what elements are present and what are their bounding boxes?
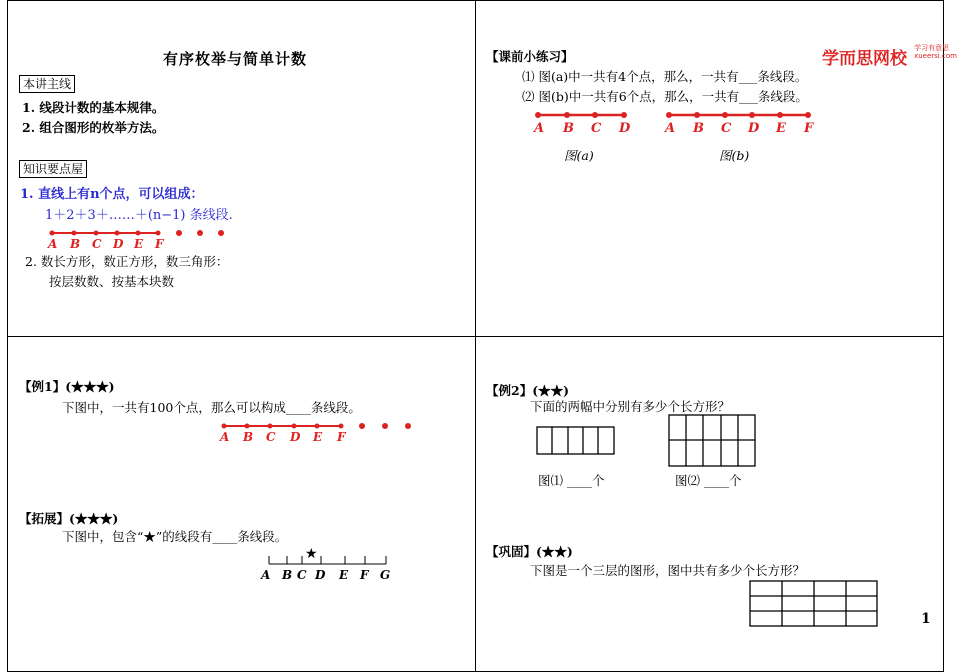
question-1: ⑴ 图(a)中一共有4个点，那么，一共有___条线段。 [522, 69, 808, 84]
ex1-label-b: B [243, 430, 254, 444]
point-label-b: B [70, 237, 81, 251]
fig-b-label-a: A [665, 121, 676, 136]
point-label-c: C [92, 237, 102, 251]
star-marker-icon: ★ [305, 546, 318, 562]
ext-label-d: D [315, 568, 326, 582]
fig-a-label-d: D [619, 121, 631, 136]
ext-label-b: B [282, 568, 293, 582]
figure1-caption: 图⑴ ____个 [538, 473, 605, 488]
ext-label-e: E [339, 568, 349, 582]
ex1-label-e: E [313, 430, 323, 444]
ext-label-a: A [261, 568, 271, 582]
review-heading: 【巩固】(★★) [486, 544, 573, 559]
figure2-caption: 图⑵ ____个 [675, 473, 742, 488]
fig-b-label-c: C [721, 121, 732, 136]
lecture-title: 有序枚举与简单计数 [163, 50, 308, 68]
point-label-a: A [48, 237, 58, 251]
knowledge-heading: 知识要点屋 [19, 160, 87, 178]
fig-b-label-d: D [748, 121, 760, 136]
ext-label-f: F [360, 568, 369, 582]
question-2: ⑵ 图(b)中一共有6个点，那么，一共有___条线段。 [522, 89, 808, 104]
extension-heading: 【拓展】(★★★) [19, 511, 119, 526]
point-label-d: D [113, 237, 124, 251]
ex1-label-c: C [266, 430, 276, 444]
caption-figure-a: 图(a) [564, 148, 594, 163]
fig-b-label-f: F [804, 121, 814, 136]
point-label-f: F [155, 237, 164, 251]
page-number: 1 [921, 611, 931, 627]
mainline-item-1: 1. 线段计数的基本规律。 [22, 100, 165, 115]
point-label-e: E [134, 237, 144, 251]
mainline-item-2: 2. 组合图形的枚举方法。 [22, 120, 165, 135]
ext-label-g: G [380, 568, 391, 582]
review-text: 下图是一个三层的图形，图中共有多少个长方形？ [530, 563, 806, 578]
ex1-label-d: D [290, 430, 301, 444]
example1-heading: 【例1】(★★★) [19, 379, 115, 394]
logo-domain: xueersi.com [914, 52, 957, 60]
example1-text: 下图中，一共有100个点，那么可以构成____条线段。 [62, 400, 361, 415]
three-layer-grid [0, 0, 1, 1]
mainline-heading: 本讲主线 [19, 75, 75, 93]
caption-figure-b: 图(b) [719, 148, 750, 163]
logo-slogan: 学习有意思 [914, 44, 950, 52]
fig-a-label-c: C [591, 121, 602, 136]
example2-heading: 【例2】(★★) [486, 383, 570, 398]
pre-exercise-heading: 【课前小练习】 [486, 49, 574, 64]
ex1-label-f: F [337, 430, 346, 444]
extension-text: 下图中，包含“★”的线段有____条线段。 [62, 529, 288, 544]
point2-line2: 按层数数、按基本块数 [49, 274, 175, 289]
xueersi-logo [822, 44, 957, 69]
ex1-label-a: A [220, 430, 230, 444]
point2-line1: 2. 数长方形，数正方形，数三角形： [25, 254, 229, 269]
logo-main-text: 学而思网校 [822, 49, 907, 69]
fig-b-label-b: B [693, 121, 704, 136]
fig-a-label-a: A [534, 121, 545, 136]
example2-text: 下面的两幅中分别有多少个长方形？ [530, 399, 731, 414]
point1-title: 1. 直线上有n个点，可以组成： [20, 187, 204, 202]
fig-a-label-b: B [563, 121, 574, 136]
fig-b-label-e: E [776, 121, 786, 136]
point1-formula: 1＋2＋3＋……＋(n−1) 条线段. [45, 208, 233, 223]
ext-label-c: C [297, 568, 307, 582]
